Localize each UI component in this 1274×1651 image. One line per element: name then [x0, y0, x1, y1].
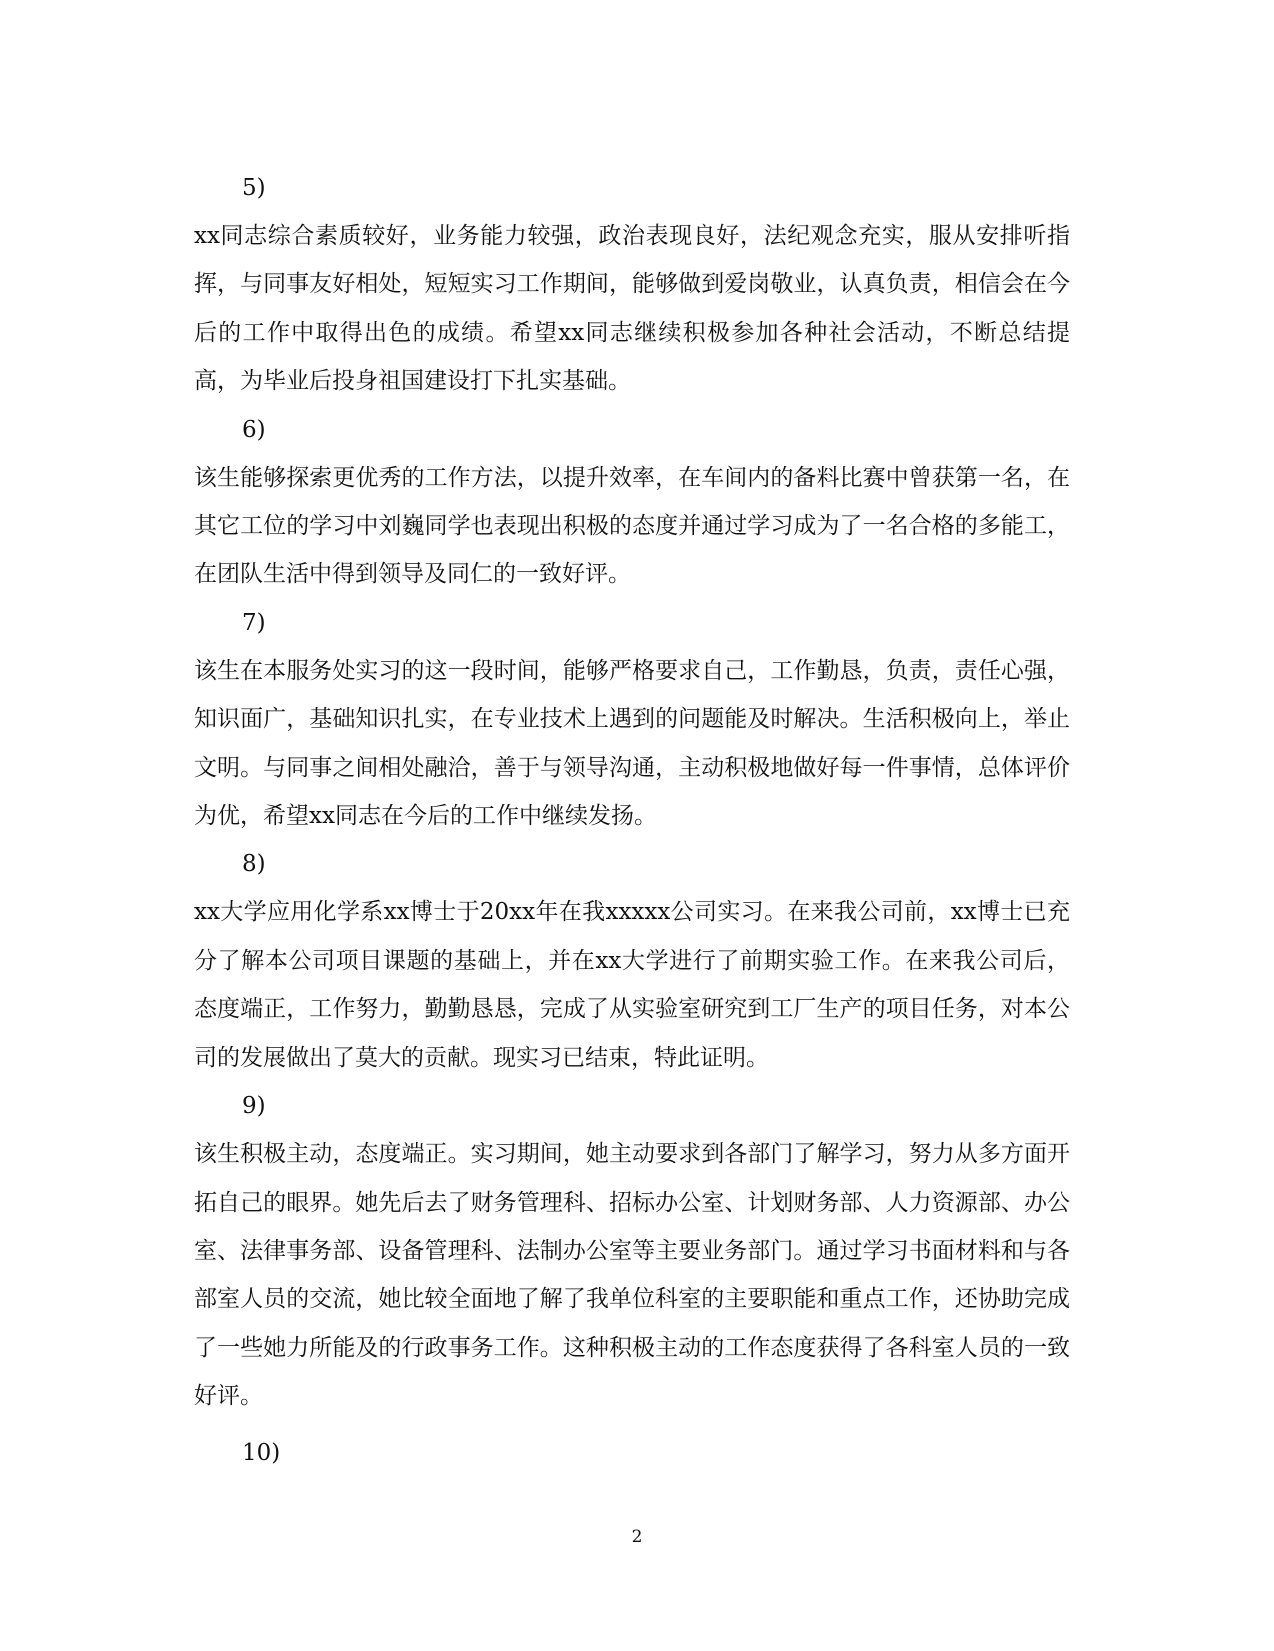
section-number: 6) — [242, 416, 266, 443]
section-paragraph: 该生积极主动，态度端正。实习期间，她主动要求到各部门了解学习，努力从多方面开拓自己的眼界。她先后去了财务管理科、招标办公室、计划财务部、人力资源部、办公室、法律事务部、设备管理科、法制办公室等主要业务部门。通过学习书面材料和与各部室人员的交流，她比较全面地了解了我单位科室的主要职能和重点工作，还协助完成了一些她力所能及的行政事务工作。这种积极主动的工作态度获得了各科室人员的一致好评。 — [194, 1141, 1070, 1410]
section-paragraph: xx大学应用化学系xx博士于20xx年在我xxxxx公司实习。在来我公司前，xx博士已充分了解本公司项目课题的基础上，并在xx大学进行了前期实验工作。在来我公司后，态度端正，工作努力，勤勤恳恳，完成了从实验室研究到工厂生产的项目任务，对本公司的发展做出了莫大的贡献。现实习已结束，特此证明。 — [194, 899, 1070, 1071]
section-number: 8) — [242, 851, 266, 878]
section-paragraph: 该生能够探索更优秀的工作方法，以提升效率，在车间内的备料比赛中曾获第一名，在其它工位的学习中刘巍同学也表现出积极的态度并通过学习成为了一名合格的多能工，在团队生活中得到领导及同仁的一致好评。 — [194, 464, 1070, 588]
section-number: 9) — [242, 1093, 266, 1120]
section-number: 7) — [242, 609, 266, 636]
page-number: 2 — [631, 1527, 643, 1547]
section-paragraph: 该生在本服务处实习的这一段时间，能够严格要求自己，工作勤恳，负责，责任心强，知识面广，基础知识扎实，在专业技术上遇到的问题能及时解决。生活积极向上，举止文明。与同事之间相处融洽，善于与领导沟通，主动积极地做好每一件事情，总体评价为优，希望xx同志在今后的工作中继续发扬。 — [194, 657, 1070, 830]
section-paragraph: xx同志综合素质较好，业务能力较强，政治表现良好，法纪观念充实，服从安排听指挥，与同事友好相处，短短实习工作期间，能够做到爱岗敬业，认真负责，相信会在今后的工作中取得出色的成绩。希望xx同志继续积极参加各种社会活动，不断总结提高，为毕业后投身祖国建设打下扎实基础。 — [194, 223, 1070, 395]
section-number: 5) — [242, 175, 266, 201]
section-number: 10) — [242, 1439, 281, 1466]
document-body — [194, 164, 1070, 1477]
